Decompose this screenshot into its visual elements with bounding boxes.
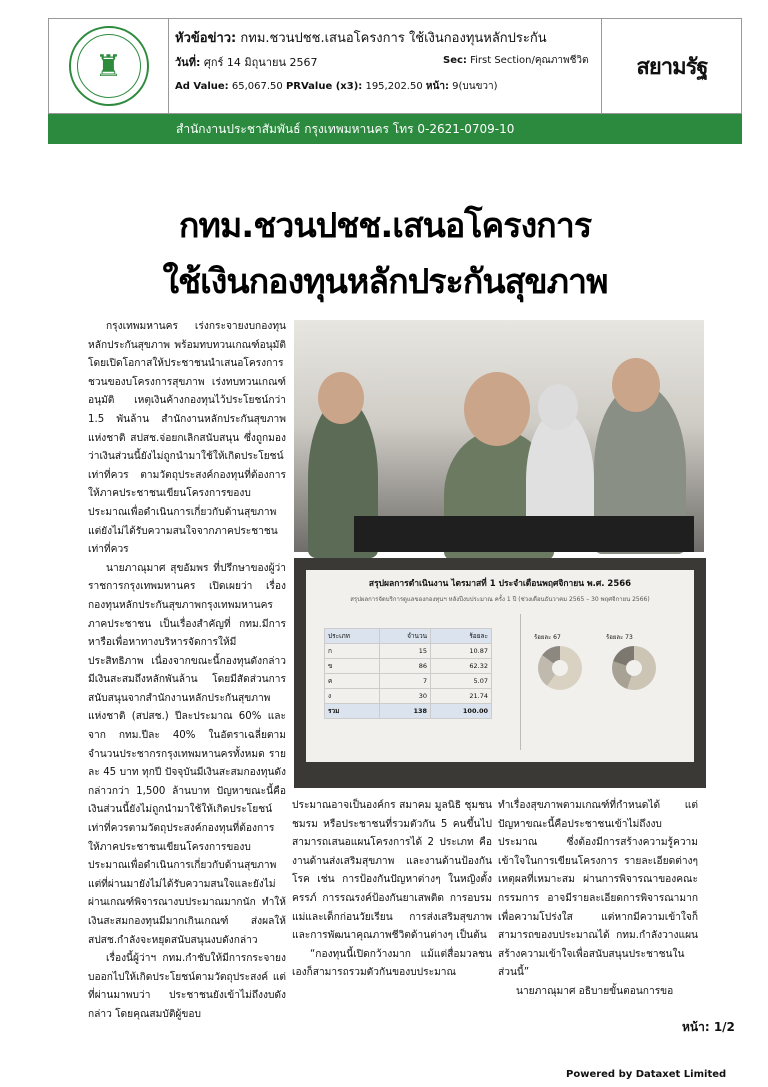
value-row (175, 79, 595, 105)
article-paragraph: กรุงเทพมหานคร เร่งกระจายงบกองทุนหลักประกันสุขภาพ พร้อมทบทวนเกณฑ์อนุมัติ โดยเปิดโอกาสให้ประชาชนนำเสนอโครงการชวนของบโครงการสุขภาพ เร่งทบทวนเกณฑ์อนุมัติ เหตุเงินค้างกองทุนไว้ประโยชน์กว่า 1.5 พันล้าน สำนักงานหลักประกันสุขภาพแห่งชาติ สปสช.จ่อยกเลิกสนับสนุน ซึ่งถูกมองว่าเงินส่วนนี้ยังไม่ถูกนำมาใช้ให้เกิดประโยชน์เท่าที่ควร ตามวัตถุประสงค์กองทุนที่ต้องการให้ภาคประชาชนเขียนโครงการของบประมาณเพื่อดำเนินการเกี่ยวกับด้านสุขภาพ แต่ยังไม่ได้รับความสนใจจากภาคประชาชนเท่าที่ควร (88, 321, 286, 556)
title-label: หัวข้อข่าว: (175, 31, 237, 46)
table-cell: 7 (379, 674, 430, 689)
meeting-photo (294, 320, 704, 552)
ad-value-label: Ad Value: (175, 81, 229, 92)
table-cell: 86 (379, 659, 430, 674)
table-cell: 21.74 (431, 689, 492, 704)
table-cell: 100.00 (431, 704, 492, 719)
table-cell: 30 (379, 689, 430, 704)
headline-line-1: กทม.ชวนปชช.เสนอโครงการ (178, 206, 592, 246)
section-value: First Section/คุณภาพชีวิต (470, 55, 589, 66)
table-cell: ค (325, 674, 380, 689)
article-paragraph: นายภาณุมาศ สุขอัมพร ที่ปรึกษาของผู้ว่าราชการกรุงเทพมหานคร เปิดเผยว่า เรื่องกองทุนหลักประกันสุขภาพกรุงเทพมหานคร ภาคประชาชน เป็นเรื่องสำคัญที่ กทม.มีการหารือเพื่อหาทางบริหารจัดการให้มีประสิทธิภาพ เนื่องจากขณะนี้กองทุนดังกล่าวมีเงินสะสมถึงหลักพันล้าน โดยมีสัดส่วนการสนับสนุนจากสำนักงานหลักประกันสุขภาพแห่งชาติ (สปสช.) ปีละประมาณ 60% และจาก กทม.ปีละ 40% ในอัตราเฉลี่ยตามจำนวนประชากรกรุงเทพมหานครทั้งหมด รายละ 45 บาท ทุกปี ปัจจุบันมีเงินสะสมกองทุนดังกล่าวกว่า 1,500 ล้านบาท ปัญหาขณะนี้คือ เงินส่วนนี้ยังไม่ถูกนำมาใช้ให้เกิดประโยชน์เท่าที่ควรตามวัตถุประสงค์กองทุนที่ต้องการให้ภาคประชาชนเขียนโครงการของบประมาณเพื่อดำเนินการเกี่ยวกับด้านสุขภาพ แต่ที่ผ่านมายังไม่ได้รับความสนใจและยังไม่ผ่านเกณฑ์พิจารณางบประมาณมากนัก ทำให้เงินสะสมกองทุนมีมากเกินเกณฑ์ ส่งผลให้ สปสช.กำลังจะหยุดสนับสนุนงบดังกล่าว (88, 562, 286, 946)
logo-cell (49, 19, 169, 113)
table-cell: 5.07 (431, 674, 492, 689)
table-row (325, 689, 492, 704)
slide-table (324, 628, 492, 719)
table-header-cell: จำนวน (379, 629, 430, 644)
person-face (464, 372, 530, 446)
table-row (325, 704, 492, 719)
pr-value: 195,202.50 (365, 81, 423, 92)
headline-line-2: ใช้เงินกองทุนหลักประกันสุขภาพ (162, 262, 608, 302)
article-column-2 (292, 797, 492, 1007)
donut-label: ร้อยละ 67 (534, 634, 561, 641)
page-label: หน้า: (425, 81, 449, 92)
person-face (612, 358, 660, 412)
contact-bar: สำนักงานประชาสัมพันธ์ กรุงเทพมหานคร โทร 0-2621-0709-10 (48, 114, 742, 144)
title-value: กทม.ชวนปชช.เสนอโครงการ ใช้เงินกองทุนหลักประกัน (240, 31, 547, 46)
bma-seal-icon: ♜ (69, 26, 149, 106)
ad-value: 65,067.50 (231, 81, 283, 92)
date-row (175, 53, 595, 79)
article-paragraph: “กองทุนนี้เปิดกว้างมาก แม้แต่สื่อมวลชนเองก็สามารถรวมตัวกันของบประมาณ (292, 948, 492, 979)
table-cell: ข (325, 659, 380, 674)
page-value: 9(บนขวา) (452, 81, 498, 92)
headline-row (175, 27, 595, 53)
table-header-cell: ประเภท (325, 629, 380, 644)
date-value: ศุกร์ 14 มิถุนายน 2567 (203, 56, 318, 69)
article-paragraph: ประมาณอาจเป็นองค์กร สมาคม มูลนิธิ ชุมชน ชมรม หรือประชาชนที่รวมตัวกัน 5 คนขึ้นไป สามารถเสนอแผนโครงการได้ 2 ประเภท คือ งานด้านส่งเสริมสุขภาพ และงานด้านป้องกันโรค เช่น การป้องกันปัญหาต่างๆ ในหญิงตั้งครรภ์ การรณรงค์ป้องกันยาเสพติด การอบรมแม่และเด็กก่อนวัยเรียน การส่งเสริมสุขภาพและการพัฒนาคุณภาพชีวิตด้านต่างๆ เป็นต้น (292, 800, 492, 942)
table-cell: 62.32 (431, 659, 492, 674)
article-paragraph: ทำเรื่องสุขภาพตามเกณฑ์ที่กำหนดได้ แต่ปัญหาขณะนี้คือประชาชนเข้าไม่ถึงงบประมาณ ซึ่งต้องมีการสร้างความรู้ความเข้าใจในการเขียนโครงการ รายละเอียดต่างๆ เหตุผลที่เหมาะสม ผ่านการพิจารณาของคณะกรรมการ อาจมีรายละเอียดการพิจารณามากเพื่อความโปร่งใส แต่หากมีความเข้าใจก็สามารถของบประมาณได้ กทม.กำลังวางแผนสร้างความเข้าใจเพื่อสนับสนุนประชาชนในส่วนนี้” (498, 800, 698, 979)
article-paragraph: เรื่องนี้ผู้ว่าฯ กทม.กำชับให้มีการกระจายงบออกไปให้เกิดประโยชน์ตามวัตถุประสงค์ แต่ที่ผ่านมาพบว่า ประชาชนยังเข้าไม่ถึงงบดังกล่าว โดยคุณสมบัติผู้ขอบ (88, 953, 286, 1020)
table-row (325, 644, 492, 659)
table-row (325, 674, 492, 689)
person-face (318, 372, 364, 424)
table-cell: 15 (379, 644, 430, 659)
clipping-header (48, 18, 742, 114)
donut-chart (612, 646, 656, 690)
article-paragraph: นายภาณุมาศ อธิบายขั้นตอนการขอ (516, 985, 674, 997)
section-info (443, 53, 589, 68)
table-cell: 10.87 (431, 644, 492, 659)
article-column-3 (498, 797, 698, 1007)
person-face (538, 384, 578, 430)
slide-subtitle: สรุปผลการจัดบริการดูแลของกองทุนฯ หลังปีงบประมาณ ครั้ง 1 ปี (ช่วงเดือนธันวาคม 2565 – 30 พฤศจิกายน 2566) (350, 596, 650, 603)
section-label: Sec: (443, 55, 467, 66)
slide-title: สรุปผลการดำเนินงาน ไตรมาสที่ 1 ประจำเดือนพฤศจิกายน พ.ศ. 2566 (368, 579, 632, 589)
table-cell: รวม (325, 704, 380, 719)
date-label: วันที่: (175, 56, 201, 69)
pr-value-label: PRValue (x3): (285, 81, 363, 92)
donut-label: ร้อยละ 73 (606, 634, 633, 641)
table-header-cell: ร้อยละ (431, 629, 492, 644)
table-cell: ง (325, 689, 380, 704)
slide-divider (520, 614, 521, 750)
table-cell: 138 (379, 704, 430, 719)
powered-by-text: Powered by Dataxet Limited (566, 1069, 727, 1080)
presentation-slide (306, 570, 694, 762)
page-indicator: หน้า: 1/2 (682, 1020, 735, 1034)
newspaper-name: สยามรัฐ (601, 19, 742, 113)
donut-chart (538, 646, 582, 690)
table-cell: ก (325, 644, 380, 659)
presentation-screen-photo (294, 558, 706, 788)
clipping-info (169, 19, 601, 113)
table-row (325, 659, 492, 674)
meeting-table (354, 516, 694, 552)
article-column-1 (88, 318, 286, 1020)
table-row (325, 629, 492, 644)
